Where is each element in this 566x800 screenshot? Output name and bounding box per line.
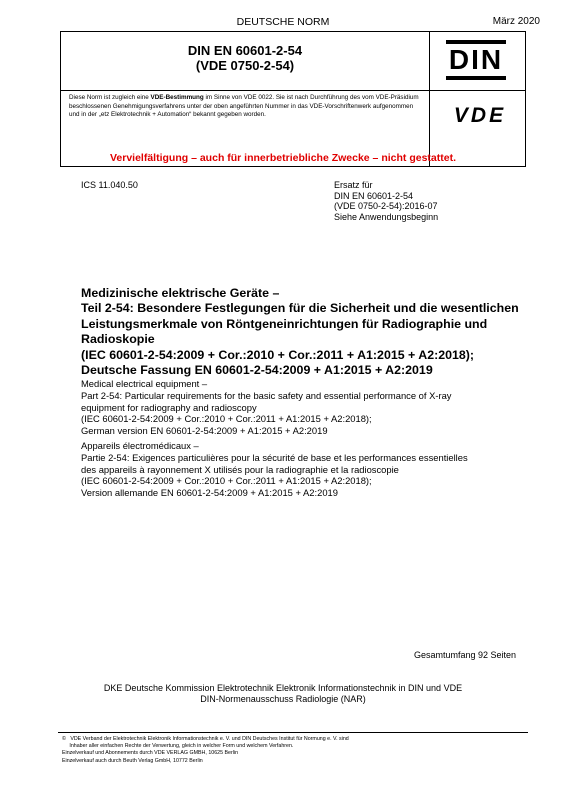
german-title-line: Leistungsmerkmale von Röntgeneinrichtungen für Radiographie und xyxy=(81,316,488,331)
vde-note-part2: im Sinne von VDE 0022. Sie ist nach Durchführung des vom VDE-Präsidium beschlossenen Genehmigungsverfahrens unter der oben angeführten Nummer in das VDE-Vorschriftenwerk aufgenommen und in der „etz Elektrotechnik + Automation“ bekannt gegeben worden. xyxy=(69,94,419,118)
english-title-line: equipment for radiography and radioscopy xyxy=(81,401,257,413)
title-box-divider xyxy=(429,32,430,166)
dke-line: DKE Deutsche Kommission Elektrotechnik Elektronik Informationstechnik in DIN und VDE xyxy=(103,683,463,693)
english-title xyxy=(81,378,531,437)
french-title-line: (IEC 60601-2-54:2009 + Cor.:2010 + Cor.:2011 + A1:2015 + A2:2018); xyxy=(81,475,372,487)
total-pages: Gesamtumfang 92 Seiten xyxy=(413,650,516,660)
document-number-vde: (VDE 0750-2-54) xyxy=(195,58,295,73)
copyright-line: Inhaber aller einfachen Rechte der Verwertung, gleich in welcher Form und welchem Verfahren. xyxy=(62,743,294,750)
series-header: DEUTSCHE NORM xyxy=(236,16,330,28)
french-title-line: Appareils électromédicaux – xyxy=(81,440,199,451)
german-title xyxy=(81,286,531,378)
copy-warning: Vervielfältigung – auch für innerbetriebliche Zwecke – nicht gestattet. xyxy=(109,152,456,164)
french-title-line: Partie 2-54: Exigences particulières pour la sécurité de base et les performances essentielles xyxy=(81,451,468,463)
german-title-line: Teil 2-54: Besondere Festlegungen für die Sicherheit und die wesentlichen xyxy=(81,301,519,316)
vde-note xyxy=(69,94,419,120)
english-title-line: Part 2-54: Particular requirements for the basic safety and essential performance of X-ray xyxy=(81,389,452,401)
german-title-line: Medizinische elektrische Geräte – xyxy=(81,286,280,300)
replacement-line: DIN EN 60601-2-54 xyxy=(334,190,414,201)
publication-date: März 2020 xyxy=(492,16,540,27)
german-title-line: Deutsche Fassung EN 60601-2-54:2009 + A1:2015 + A2:2019 xyxy=(81,363,433,378)
english-title-line: (IEC 60601-2-54:2009 + Cor.:2010 + Cor.:2011 + A1:2015 + A2:2018); xyxy=(81,413,372,425)
english-title-line: German version EN 60601-2-54:2009 + A1:2015 + A2:2019 xyxy=(81,425,328,437)
replacement-line: Ersatz für xyxy=(334,180,373,190)
copyright-line: © VDE Verband der Elektrotechnik Elektronik Informationstechnik e. V. und DIN Deutsches Institut für Normung e. V. sind xyxy=(62,736,349,742)
replacement-line: (VDE 0750-2-54):2016-07 xyxy=(334,201,438,211)
german-title-line: Radioskopie xyxy=(81,332,155,347)
english-title-line: Medical electrical equipment – xyxy=(81,378,208,389)
french-title-line: Version allemande EN 60601-2-54:2009 + A1:2015 + A2:2019 xyxy=(81,487,338,499)
french-title-line: des appareils à rayonnement X utilisés pour la radiographie et la radioscopie xyxy=(81,463,399,475)
din-logo: DIN xyxy=(446,40,506,80)
dke-committee xyxy=(0,683,566,705)
footer-divider xyxy=(58,732,528,733)
nar-line: DIN-Normenausschuss Radiologie (NAR) xyxy=(200,694,366,704)
document-number-din: DIN EN 60601-2-54 xyxy=(187,43,303,58)
vde-logo: VDE xyxy=(453,104,507,127)
sales-line: Einzelverkauf und Abonnements durch VDE VERLAG GMBH, 10625 Berlin xyxy=(62,750,239,757)
replacement-info xyxy=(334,180,438,222)
french-title xyxy=(81,440,531,499)
german-title-line: (IEC 60601-2-54:2009 + Cor.:2010 + Cor.:2011 + A1:2015 + A2:2018); xyxy=(81,347,475,362)
sales-line: Einzelverkauf auch durch Beuth Verlag GmbH, 10772 Berlin xyxy=(62,757,203,764)
title-box xyxy=(60,31,526,167)
copyright-notice xyxy=(62,736,542,765)
document-number xyxy=(61,43,429,73)
vde-note-part1: Diese Norm ist zugleich eine xyxy=(69,94,151,101)
replacement-line: Siehe Anwendungsbeginn xyxy=(334,211,439,222)
vde-note-bold: VDE-Bestimmung xyxy=(150,94,204,101)
ics-code: ICS 11.040.50 xyxy=(81,180,138,190)
